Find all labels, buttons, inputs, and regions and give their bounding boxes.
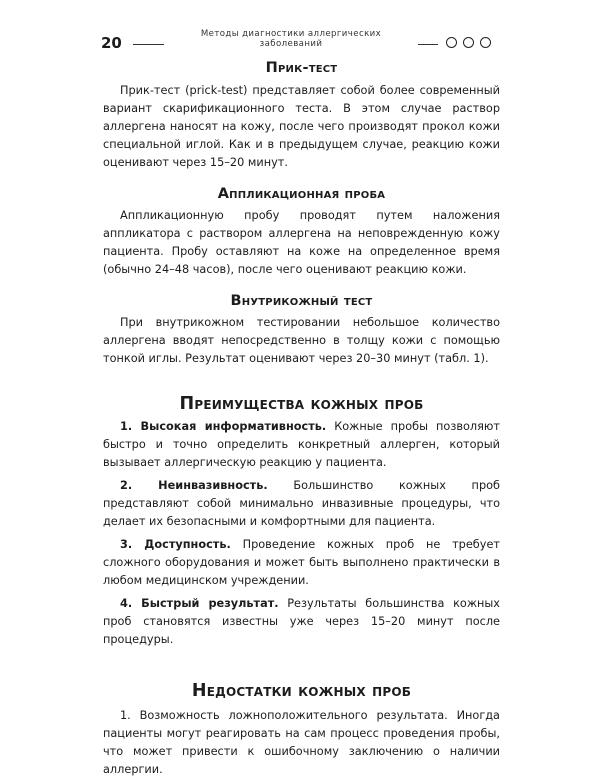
list-item <box>103 536 500 590</box>
page-number: 20 <box>101 34 122 52</box>
section-title-advantages: Преимущества кожных проб <box>179 394 424 414</box>
section-title-intradermal: Внутрикожный тест <box>230 293 373 309</box>
section-text-intradermal: При внутрикожном тестировании небольшое количество аллергена вводят непосредственно в толщу кожи с помощью тонкой иглы. Результат оценивают через 20–30 минут (табл. 1). <box>103 316 500 365</box>
list-item <box>103 418 500 472</box>
section-title-application: Аппликационная проба <box>217 186 386 202</box>
list-item-label: 4. Быстрый результат. <box>120 597 279 610</box>
section-text-application: Аппликационную пробу проводят путем наложения аппликатора с раствором аллергена на неповрежденную кожу пациента. Пробу оставляют на коже на определенное время (обычно 24–48 часов), после чего оценивают реакцию кожи. <box>103 209 500 276</box>
list-item <box>103 595 500 649</box>
list-item-text: Большинство кожных проб представляют собой минимально инвазивные процедуры, что делает их безопасными и комфортными для пациента. <box>103 479 500 528</box>
list-item-label: 3. Доступность. <box>120 538 231 551</box>
list-item-label: 1. Высокая информативность. <box>120 420 327 433</box>
advantages-list <box>103 418 500 649</box>
list-item <box>103 477 500 531</box>
decorative-circles <box>446 37 491 48</box>
list-item-label: 2. Неинвазивность. <box>120 479 268 492</box>
page-header <box>0 26 600 56</box>
list-item-text: Результаты большинства кожных проб становятся известны уже через 15–20 минут после процедуры. <box>103 597 500 646</box>
list-item-text: Проведение кожных проб не требует сложного оборудования и может быть выполнено практически в любом медицинском учреждении. <box>103 538 500 587</box>
list-item-text: Кожные пробы позволяют быстро и точно определить конкретный аллерген, который вызывает аллергическую реакцию у пациента. <box>103 420 501 469</box>
section-title-prick: Прик-тест <box>265 60 338 76</box>
circle-icon <box>446 37 457 48</box>
circle-icon <box>480 37 491 48</box>
section-text-prick: Прик-тест (prick-test) представляет собой более современный вариант скарификационного теста. В этом случае раствор аллергена наносят на кожу, после чего производят прокол кожи специальной иглой. Как и в предыдущем случае, реакцию кожи оценивают через 15–20 минут. <box>103 84 500 169</box>
circle-icon <box>463 37 474 48</box>
section-text-disadvantages: 1. Возможность ложноположительного результата. Иногда пациенты могут реагировать на сам процесс проведения пробы, что может привести к ошибочному заключению о наличии аллергии. <box>103 709 500 776</box>
section-title-disadvantages: Недостатки кожных проб <box>191 681 412 701</box>
running-title: Методы диагностики аллергических заболеваний <box>164 29 418 49</box>
page-body <box>103 58 500 779</box>
